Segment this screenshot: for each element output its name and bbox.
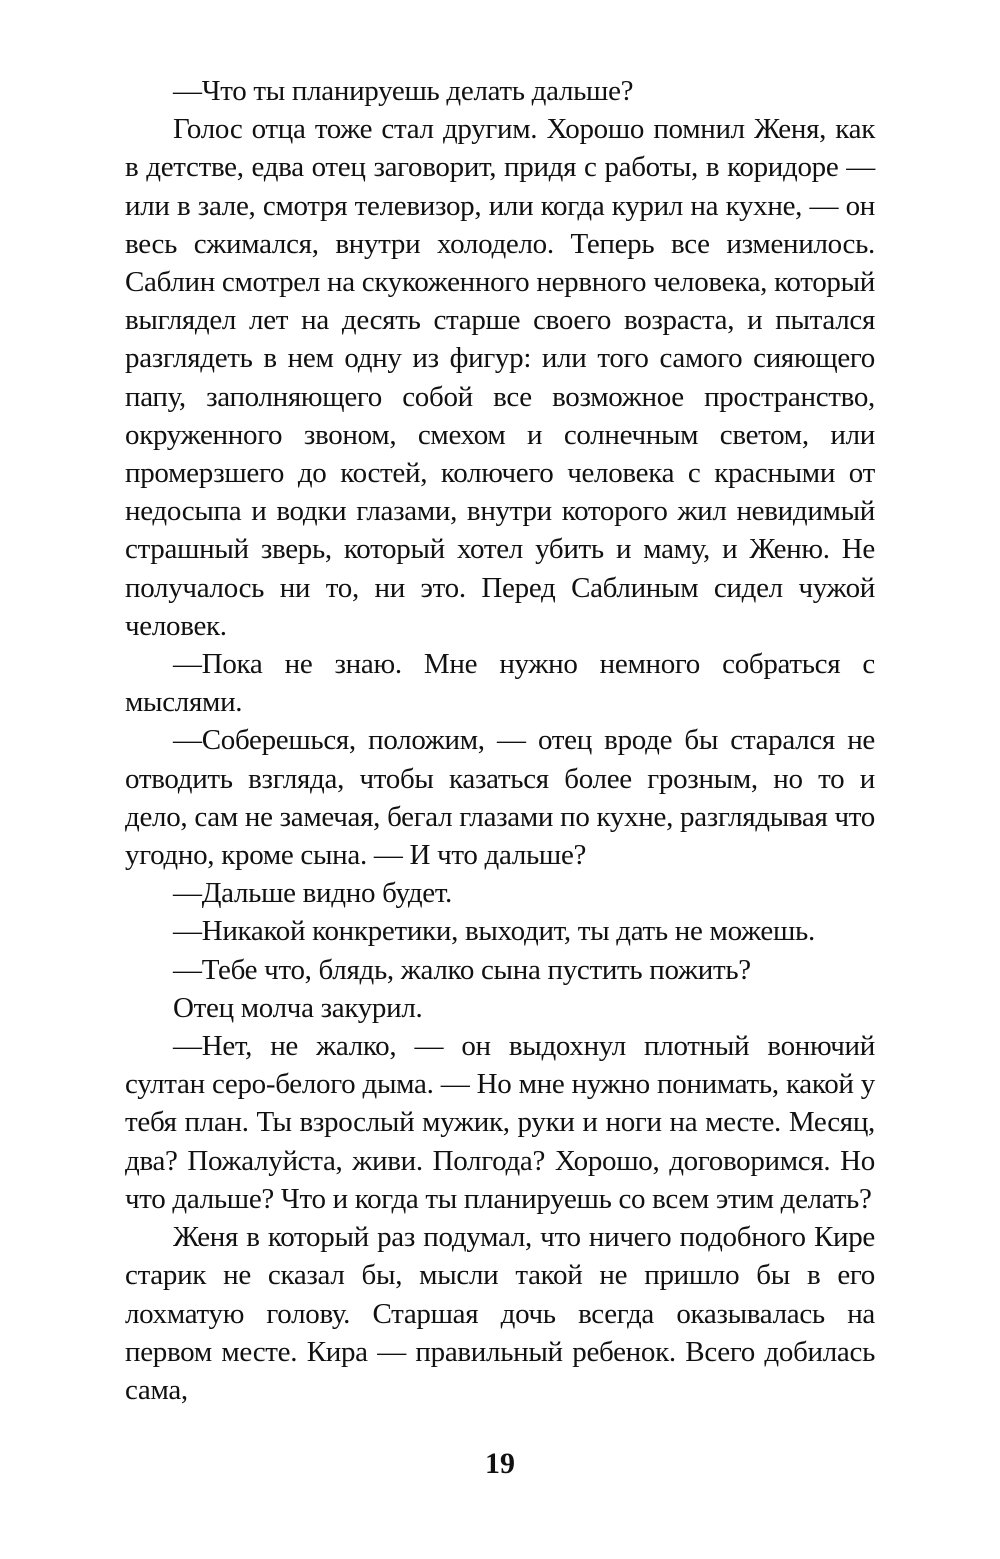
paragraph-pity-son: —Тебе что, блядь, жалко сына пустить пожить?	[173, 953, 751, 986]
paragraph-dont-know: —Пока не знаю. Мне нужно немного собраться с мыслями.	[125, 648, 875, 719]
paragraph-question: —Что ты планируешь делать дальше?	[173, 75, 634, 107]
paragraph-no-specifics: —Никакой конкретики, выходит, ты дать не можешь.	[173, 915, 815, 948]
paragraph-father-voice: Голос отца тоже стал другим. Хорошо помнил Женя, как в детстве, едва отец заговорит, придя с работы, в коридоре — или в зале, смотря телевизор, или когда курил на кухне, — он весь сжимался, внутри холодело. Теперь все изменилось. Саблин смотрел на скукоженного нервного человека, который выглядел лет на десять старше своего возраста, и пытался разглядеть в нем одну из фигур: или того самого сияющего папу, заполняющего собой все возможное пространство, окруженного звоном, смехом и солнечным светом, или промерзшего до костей, колючего человека с красными от недосыпа и водки глазами, внутри которого жил невидимый страшный зверь, который хотел убить и маму, и Женю. Не получалось ни то, ни это. Перед Саблиным сидел чужой человек.	[125, 113, 875, 642]
page-number: 19	[485, 1447, 515, 1480]
page-text	[125, 72, 875, 1409]
paragraph-no-pity: —Нет, не жалко, — он выдохнул плотный вонючий султан серо-белого дыма. — Но мне нужно понимать, какой у тебя план. Ты взрослый мужик, руки и ноги на месте. Месяц, два? Пожалуйста, живи. Полгода? Хорошо, договоримся. Но что дальше? Что и когда ты планируешь со всем этим делать?	[125, 1030, 875, 1215]
paragraph-suppose: —Соберешься, положим, — отец вроде бы старался не отводить взгляда, чтобы казаться более грозным, но то и дело, сам не замечая, бегал глазами по кухне, разглядывая что угодно, кроме сына. — И что дальше?	[125, 724, 875, 872]
paragraph-father-smoked: Отец молча закурил.	[173, 991, 423, 1024]
paragraph-we-will-see: —Дальше видно будет.	[173, 877, 452, 910]
paragraph-kira: Женя в который раз подумал, что ничего подобного Кире старик не сказал бы, мысли такой не пришло бы в его лохматую голову. Старшая дочь всегда оказывалась на первом месте. Кира — правильный ребенок. Всего добилась сама,	[125, 1221, 875, 1406]
